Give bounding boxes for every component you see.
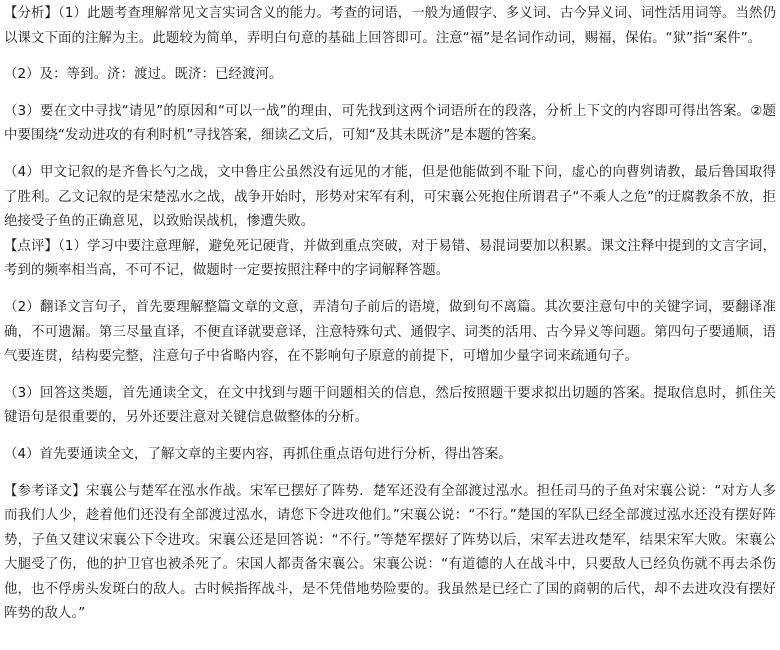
analysis-paragraph-1: 【分析】（1）此题考查理解常见文言实词含义的能力。考查的词语，一般为通假字、多义词、古今异义词、词性活用词等。当然仍以课文下面的注解为主。此题较为简单，弄明白句意的基础上回答即可。注意“福”是名词作动词，赐福，保佑。“狱”指“案件”。	[4, 6, 776, 46]
comment-paragraph-4: （4）首先要通读全文，了解文章的主要内容，再抓住重点语句进行分析，得出答案。	[4, 446, 512, 462]
analysis-paragraph-2: （2）及：等到。济：渡过。既济：已经渡河。	[4, 67, 283, 83]
comment-paragraph-1: 【点评】（1）学习中要注意理解，避免死记硬背，并做到重点突破，对于易错、易混词要加以积累。课文注释中提到的文言字词，考到的频率相当高，不可不记，做题时一定要按照注释中的字词解释答题。	[4, 238, 776, 279]
comment-paragraph-3: （3）回答这类题，首先通读全文，在文中找到与题干问题相关的信息，然后按照题干要求拟出切题的答案。提取信息时，抓住关键语句是很重要的，另外还要注意对关键信息做整体的分析。	[4, 385, 776, 426]
analysis-paragraph-3: （3）要在文中寻找“请见”的原因和“可以一战”的理由，可先找到这两个词语所在的段落，分析上下文的内容即可得出答案。②题中要围绕“发动进攻的有利时机”寻找答案，细读乙文后，可知“及其未既济”是本题的答案。	[4, 103, 776, 144]
comment-paragraph-2: （2）翻译文言句子，首先要理解整篇文章的文意，弄清句子前后的语境，做到句不离篇。其次要注意句中的关键字词，要翻译准确，不可遗漏。第三尽量直译，不便直译就要意译，注意特殊句式、通假字、词类的活用、古今异义等问题。第四句子要通顺，语气要连贯，结构要完整，注意句子中省略内容，在不影响句子原意的前提下，可增加少量字词来疏通句子。	[4, 299, 776, 365]
reference-translation: 【参考译文】宋襄公与楚军在泓水作战。宋军已摆好了阵势．楚军还没有全部渡过泓水。担任司马的子鱼对宋襄公说：“对方人多而我们人少，趁着他们还没有全部渡过泓水，请您下令进攻他们。”宋襄公说：“不行。”楚国的军队已经全部渡过泓水还没有摆好阵势，子鱼又建议宋襄公下令进攻。宋襄公还是回答说：“不行。”等楚军摆好了阵势以后，宋军去进攻楚军，结果宋军大败。宋襄公大腿受了伤，他的护卫官也被杀死了。宋国人都责备宋襄公。宋襄公说：“有道德的人在战斗中，只要敌人已经负伤就不再去杀伤他，也不俘虏头发斑白的敌人。古时候指挥战斗，是不凭借地势险要的。我虽然是已经亡了国的商朝的后代，却不去进攻没有摆好阵势的敌人。”	[4, 483, 776, 622]
analysis-paragraph-4: （4）甲文记叙的是齐鲁长勺之战，文中鲁庄公虽然没有远见的才能，但是他能做到不耻下问，虚心的向曹刿请教，最后鲁国取得了胜利。乙文记叙的是宋楚泓水之战，战争开始时，形势对宋军有利，可宋襄公死抱住所谓君子“不乘人之危”的迂腐教条不放，拒绝接受子鱼的正确意见，以致贻误战机，惨遭失败。	[4, 164, 776, 230]
